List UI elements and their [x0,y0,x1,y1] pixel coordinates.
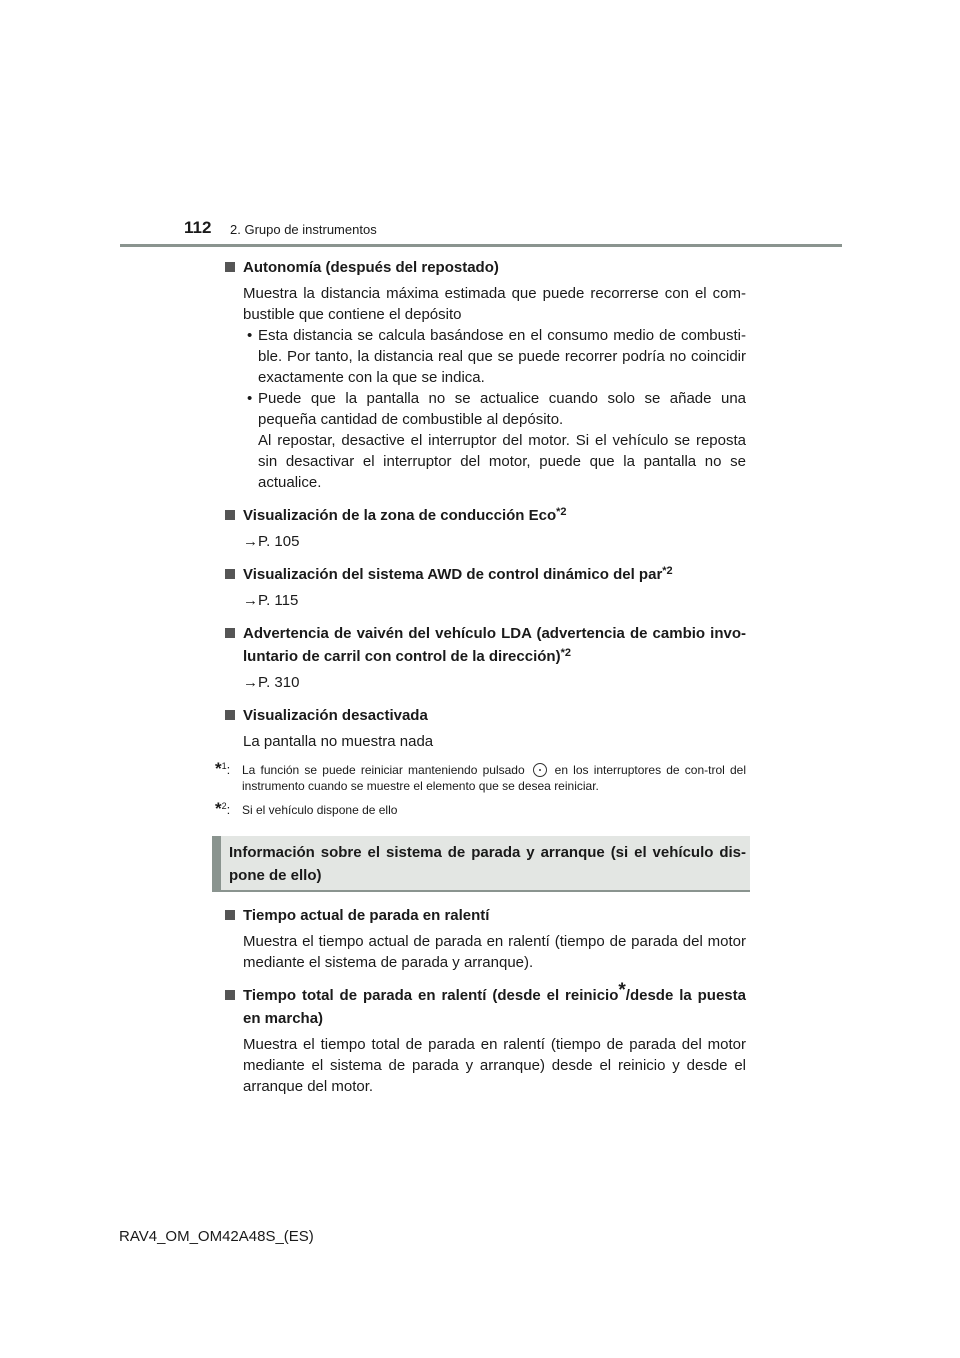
square-bullet-icon [225,262,235,272]
bullet-dot-icon: • [247,327,253,344]
section-tiempo-actual-title: Tiempo actual de parada en ralentí [224,904,746,927]
square-bullet-icon [225,569,235,579]
page-content [215,256,746,1097]
footnote-1: *$^1$: La función se puede reiniciar manteniendo pulsado en los interruptores de con-trol del instrumento cuando se muestre el elemento que se desea reiniciar. [215,759,746,793]
bullet-item: • Esta distancia se calcula basándose en el consumo medio de combusti-ble. Por tanto, la distancia real que se puede recorrer podría no coincidir exactamente con la que se indica. [247,327,746,386]
square-bullet-icon [225,910,235,920]
section-desactivada-text: La pantalla no muestra nada [243,733,434,750]
section-desactivada-title: Visualización desactivada [224,704,746,727]
info-box-heading: Información sobre el sistema de parada y arranque (si el vehículo dis-pone de ello) [212,836,750,892]
section-eco-title: Visualización de la zona de conducción Eco$^{*2}$ [224,504,746,527]
section-tiempo-total-title: Tiempo total de parada en ralentí (desde el reinicio*/desde la puesta en marcha) [224,984,746,1030]
section-tiempo-total-text: Muestra el tiempo total de parada en ralentí (tiempo de parada del motor mediante el sistema de parada y arranque) desde el reinicio y desde el arranque del motor. [243,1036,746,1095]
section-autonomia-text: Muestra la distancia máxima estimada que puede recorrerse con el com-bustible que contiene el depósito [243,285,746,323]
square-bullet-icon [225,510,235,520]
square-bullet-icon [225,628,235,638]
footnote-ref: *2 [662,565,673,577]
page-number: 112 [184,218,212,237]
footnote-ref: *2 [560,647,571,659]
document-code: RAV4_OM_OM42A48S_(ES) [119,1228,314,1245]
ok-switch-icon [533,763,547,777]
footnote-ref: *2 [556,506,567,518]
chapter-title: 2. Grupo de instrumentos [230,222,377,237]
page-reference: →P. 105 [243,533,300,550]
square-bullet-icon [225,710,235,720]
footnote-2: *$^2$: Si el vehículo dispone de ello [215,799,398,818]
bullet-item: • Puede que la pantalla no se actualice cuando solo se añade una pequeña cantidad de combustible al depósito. [247,390,746,428]
square-bullet-icon [225,990,235,1000]
header-rule [120,244,842,247]
section-autonomia-title: Autonomía (después del repostado) [224,256,746,279]
page-reference: →P. 115 [243,592,299,609]
section-lda-title: Advertencia de vaivén del vehículo LDA (advertencia de cambio invo-luntario de carril con control de la dirección)$^{*2}$ [224,622,746,668]
bullet-continuation: Al repostar, desactive el interruptor del motor. Si el vehículo se reposta sin desactivar el interruptor del motor, puede que la pantalla no se actualice. [258,432,746,491]
footnotes [215,759,746,818]
page-reference: →P. 310 [243,674,300,691]
section-awd-title: Visualización del sistema AWD de control dinámico del par$^{*2}$ [224,563,746,586]
section-tiempo-actual-text: Muestra el tiempo actual de parada en ralentí (tiempo de parada del motor mediante el sistema de parada y arranque). [243,933,746,971]
footnote-star: * [618,980,626,1001]
bullet-dot-icon: • [247,390,253,407]
